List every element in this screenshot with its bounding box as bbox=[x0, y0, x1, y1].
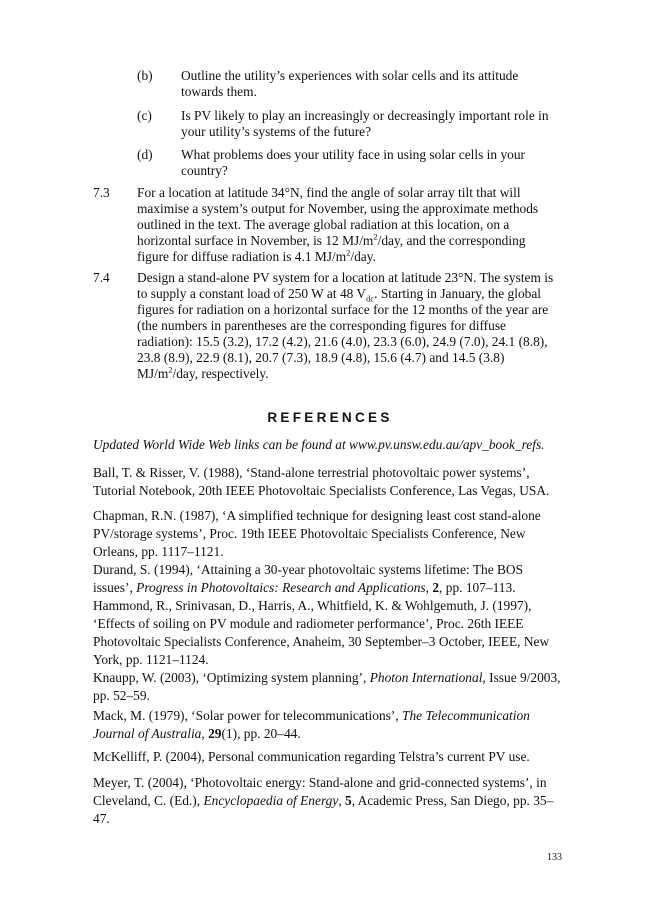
exercise-label: 7.3 bbox=[93, 185, 110, 200]
reference-entry: Ball, T. & Risser, V. (1988), ‘Stand-alone terrestrial photovoltaic power systems’, Tutorial Notebook, 20th IEEE Photovoltaic Specialists Conference, Las Vegas, USA. bbox=[93, 465, 550, 498]
reference-entry: Hammond, R., Srinivasan, D., Harris, A., Whitfield, K. & Wohlgemuth, J. (1997), ‘Effects of soiling on PV module and radiometer performance’, Proc. 26th IEEE Photovoltaic Specialists Conference, Anaheim, 30 September–3 October, IEEE, New York, pp. 1121–1124. bbox=[93, 598, 550, 667]
reference-entry: McKelliff, P. (2004), Personal communication regarding Telstra’s current PV use. bbox=[93, 749, 530, 764]
question-text: What problems does your utility face in using solar cells in your country? bbox=[181, 147, 525, 178]
exercise-text: Design a stand-alone PV system for a location at latitude 23°N. The system is to supply a constant load of 250 W at 48 $V_{dc}$. Starting in January, the global figures for radiation on a horizontal surface for the 12 months of the year are (the numbers in parentheses are the corresponding figures for diffuse radiation): 15.5 (3.2), 17.2 (4.2), 21.6 (4.0), 23.3 (6.0), 24.9 (7.0), 24.1 (8.8), 23.8 (8.9), 22.9 (8.1), 20.7 (7.3), 18.9 (4.8), 15.6 (4.7) and 14.5 (3.8) $MJ/m^2$/day, respectively. bbox=[137, 270, 554, 381]
question-text: Is PV likely to play an increasingly or decreasingly important role in your utility’s systems of the future? bbox=[181, 108, 549, 139]
references-note: Updated World Wide Web links can be found at www.pv.unsw.edu.au/apv_book_refs. bbox=[93, 437, 545, 452]
reference-entry: Meyer, T. (2004), ‘Photovoltaic energy: Stand-alone and grid-connected systems’, in Cleveland, C. (Ed.), Encyclopaedia of Energy, 5, Academic Press, San Diego, pp. 35–47. bbox=[93, 775, 554, 826]
exercise-text: For a location at latitude 34°N, find the angle of solar array tilt that will maximise a system’s output for November, using the approximate methods outlined in the text. The average global radiation at this location, on a horizontal surface in November, is 12 $MJ/m^2$/day, and the corresponding figure for diffuse radiation is 4.1 $MJ/m^2$/day. bbox=[137, 185, 539, 264]
question-label: (d) bbox=[137, 147, 153, 162]
question-label: (b) bbox=[137, 68, 153, 83]
exercise-label: 7.4 bbox=[93, 270, 110, 285]
page-number: 133 bbox=[547, 852, 562, 863]
reference-entry: Knaupp, W. (2003), ‘Optimizing system planning’, Photon International, Issue 9/2003, pp. 52–59. bbox=[93, 670, 561, 703]
reference-entry: Durand, S. (1994), ‘Attaining a 30-year photovoltaic systems lifetime: The BOS issues’, Progress in Photovoltaics: Research and Applications, 2, pp. 107–113. bbox=[93, 562, 524, 595]
reference-entry: Mack, M. (1979), ‘Solar power for telecommunications’, The Telecommunication Journal of Australia, 29(1), pp. 20–44. bbox=[93, 708, 530, 741]
reference-entry: Chapman, R.N. (1987), ‘A simplified technique for designing least cost stand-alone PV/storage systems’, Proc. 19th IEEE Photovoltaic Specialists Conference, New Orleans, pp. 1117–1121. bbox=[93, 508, 541, 559]
question-text: Outline the utility’s experiences with solar cells and its attitude towards them. bbox=[181, 68, 519, 99]
references-heading: REFERENCES bbox=[267, 410, 393, 425]
question-label: (c) bbox=[137, 108, 152, 123]
